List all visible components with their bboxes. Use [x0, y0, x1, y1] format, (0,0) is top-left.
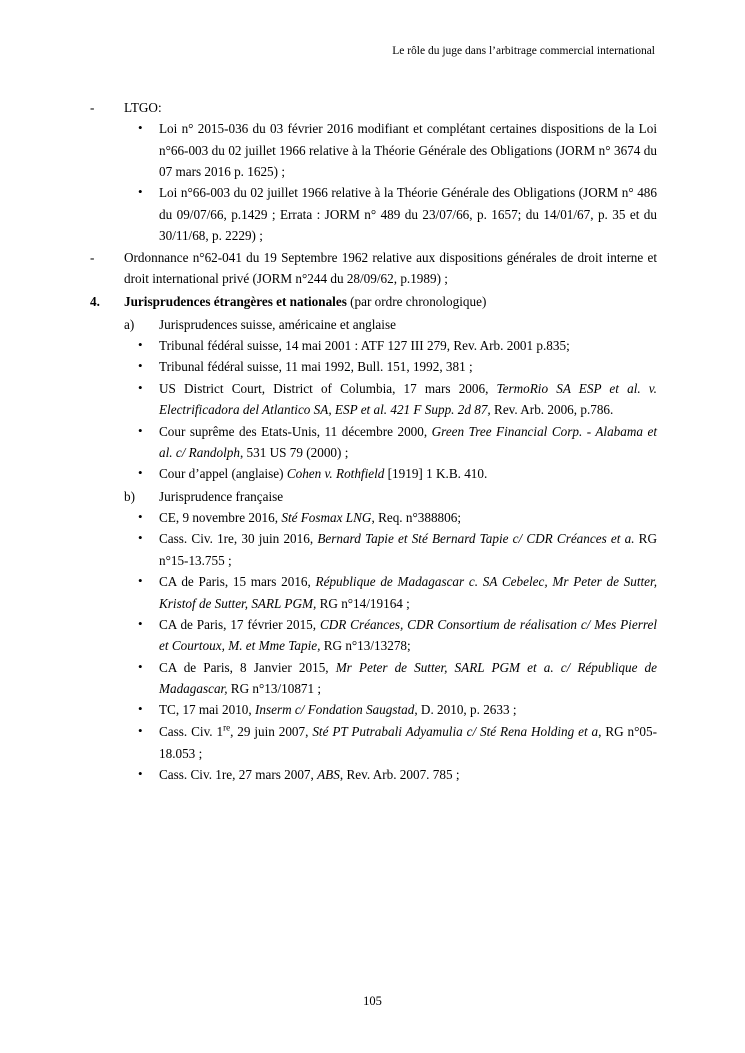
list-item	[88, 614, 657, 657]
subsection-heading	[88, 314, 657, 335]
dash-marker: -	[90, 249, 95, 265]
list-item	[88, 335, 657, 356]
list-item	[88, 378, 657, 421]
ltgo-label: LTGO:	[124, 99, 162, 115]
list-item	[88, 356, 657, 377]
subsection-heading	[88, 486, 657, 507]
subsection-title: Jurisprudences suisse, américaine et anglaise	[159, 316, 396, 332]
list-item	[88, 571, 657, 614]
bullet-marker: •	[138, 184, 143, 200]
reference-text: Cass. Civ. 1re, 27 mars 2007, ABS, Rev. Arb. 2007. 785 ;	[159, 766, 460, 782]
reference-text: Loi n°66-003 du 02 juillet 1966 relative à la Théorie Générale des Obligations (JORM n° 486 du 09/07/66, p.1429 ; Errata : JORM n° 489 du 23/07/66, p. 1657; du 14/01/67, p. 35 et du 30/11/68, p. 2229) ;	[159, 185, 657, 244]
list-item	[88, 421, 657, 464]
running-header	[88, 44, 657, 59]
page-body	[88, 97, 657, 785]
reference-text: Ordonnance n°62-041 du 19 Septembre 1962 relative aux dispositions générales de droit interne et droit international privé (JORM n°244 du 28/09/62, p.1989) ;	[124, 249, 657, 286]
reference-text: CA de Paris, 8 Janvier 2015, Mr Peter de Sutter, SARL PGM et a. c/ République de Madagascar, RG n°13/10871 ;	[159, 659, 657, 697]
section-subtitle: (par ordre chronologique)	[346, 294, 487, 310]
reference-text: Cour suprême des Etats-Unis, 11 décembre 2000, Green Tree Financial Corp. - Alabama et al. c/ Randolph, 531 US 79 (2000) ;	[159, 423, 657, 460]
list-item-ltgo	[88, 97, 657, 118]
section-title: Jurisprudences étrangères et nationales	[124, 294, 347, 310]
subsection-list	[88, 314, 657, 786]
bullet-marker: •	[138, 573, 143, 589]
reference-text: TC, 17 mai 2010, Inserm c/ Fondation Saugstad, D. 2010, p. 2633 ;	[159, 702, 517, 718]
bullet-marker: •	[138, 120, 143, 136]
reference-text: Cour d’appel (anglaise) Cohen v. Rothfield [1919] 1 K.B. 410.	[159, 466, 488, 482]
list-item	[88, 118, 657, 182]
list-item	[88, 721, 657, 764]
list-item	[88, 657, 657, 700]
reference-text: CA de Paris, 15 mars 2016, République de Madagascar c. SA Cebelec, Mr Peter de Sutter, Kristof de Sutter, SARL PGM, RG n°14/19164 ;	[159, 574, 657, 611]
subsection-letter: a)	[124, 316, 135, 332]
reference-text: CE, 9 novembre 2016, Sté Fosmax LNG, Req. n°388806;	[159, 510, 461, 526]
running-header-text: Le rôle du juge dans l’arbitrage commercial international	[392, 45, 655, 57]
page-number: 105	[363, 994, 382, 1008]
reference-text: Tribunal fédéral suisse, 14 mai 2001 : ATF 127 III 279, Rev. Arb. 2001 p.835;	[159, 338, 570, 354]
list-item	[88, 699, 657, 720]
dash-marker: -	[90, 99, 95, 115]
bullet-marker: •	[138, 722, 143, 738]
bullet-marker: •	[138, 530, 143, 546]
page-footer	[0, 994, 745, 1009]
reference-text: Cass. Civ. 1re, 29 juin 2007, Sté PT Putrabali Adyamulia c/ Sté Rena Holding et a, RG n°05-18.053 ;	[159, 722, 657, 761]
list-item	[88, 528, 657, 571]
list-item	[88, 463, 657, 484]
list-item	[88, 764, 657, 785]
reference-text: Loi n° 2015-036 du 03 février 2016 modifiant et complétant certaines dispositions de la Loi n°66-003 du 02 juillet 1966 relative à la Théorie Générale des Obligations (JORM n° 3674 du 07 mars 2016 p. 1625) ;	[159, 121, 657, 180]
reference-text: CA de Paris, 17 février 2015, CDR Créances, CDR Consortium de réalisation c/ Mes Pierrel et Courtoux, M. et Mme Tapie, RG n°13/13278;	[159, 616, 657, 654]
bullet-marker: •	[138, 509, 143, 525]
section-heading	[88, 291, 657, 312]
section-number: 4.	[90, 294, 100, 310]
list-item-ordonnance	[88, 247, 657, 290]
list-item	[88, 182, 657, 246]
list-item	[88, 507, 657, 528]
bullet-marker: •	[138, 615, 143, 631]
bullet-marker: •	[138, 422, 143, 438]
bullet-marker: •	[138, 765, 143, 781]
subsection-letter: b)	[124, 488, 135, 504]
bullet-marker: •	[138, 701, 143, 717]
bullet-marker: •	[138, 379, 143, 395]
reference-text: Tribunal fédéral suisse, 11 mai 1992, Bull. 151, 1992, 381 ;	[159, 359, 473, 375]
bullet-marker: •	[138, 658, 143, 674]
bullet-marker: •	[138, 358, 143, 374]
bullet-marker: •	[138, 337, 143, 353]
reference-text: US District Court, District of Columbia, 17 mars 2006, TermoRio SA ESP et al. v. Electrificadora del Atlantico SA, ESP et al. 421 F Supp. 2d 87, Rev. Arb. 2006, p.786.	[159, 380, 657, 418]
subsection-title: Jurisprudence française	[159, 488, 284, 504]
bullet-marker: •	[138, 465, 143, 481]
reference-text: Cass. Civ. 1re, 30 juin 2016, Bernard Tapie et Sté Bernard Tapie c/ CDR Créances et a. RG n°15-13.755 ;	[159, 531, 658, 568]
